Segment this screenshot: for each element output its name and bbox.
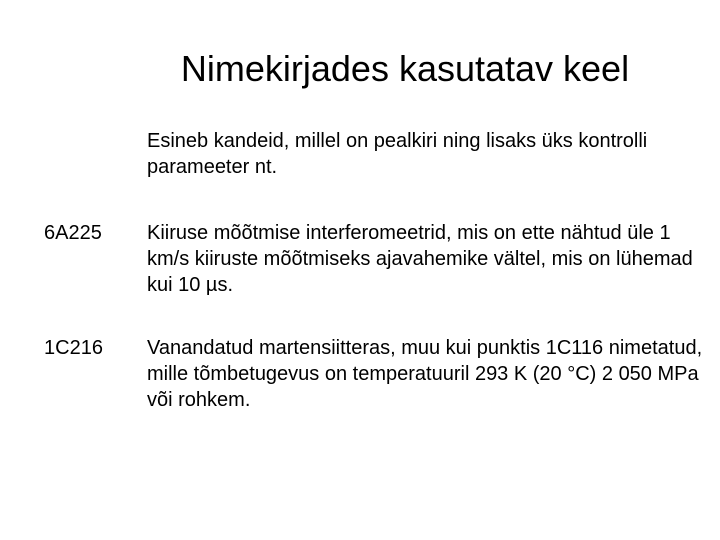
entry-description: Vanandatud martensiitteras, muu kui punktis 1C116 nimetatud, mille tõmbetugevus on temperatuuril 293 K (20 °C) 2 050 MPa või rohkem.	[147, 337, 703, 411]
slide-title: Nimekirjades kasutatav keel	[180, 48, 630, 89]
entry-code: 6A225	[44, 222, 102, 244]
intro-text: Esineb kandeid, millel on pealkiri ning lisaks üks kontrolli parameeter nt.	[147, 130, 648, 178]
entry-code: 1C216	[44, 337, 103, 359]
entry-description: Kiiruse mõõtmise interferomeetrid, mis on ette nähtud üle 1 km/s kiiruste mõõtmiseks ajavahemike vältel, mis on lühemad kui 10 µs.	[147, 222, 693, 296]
